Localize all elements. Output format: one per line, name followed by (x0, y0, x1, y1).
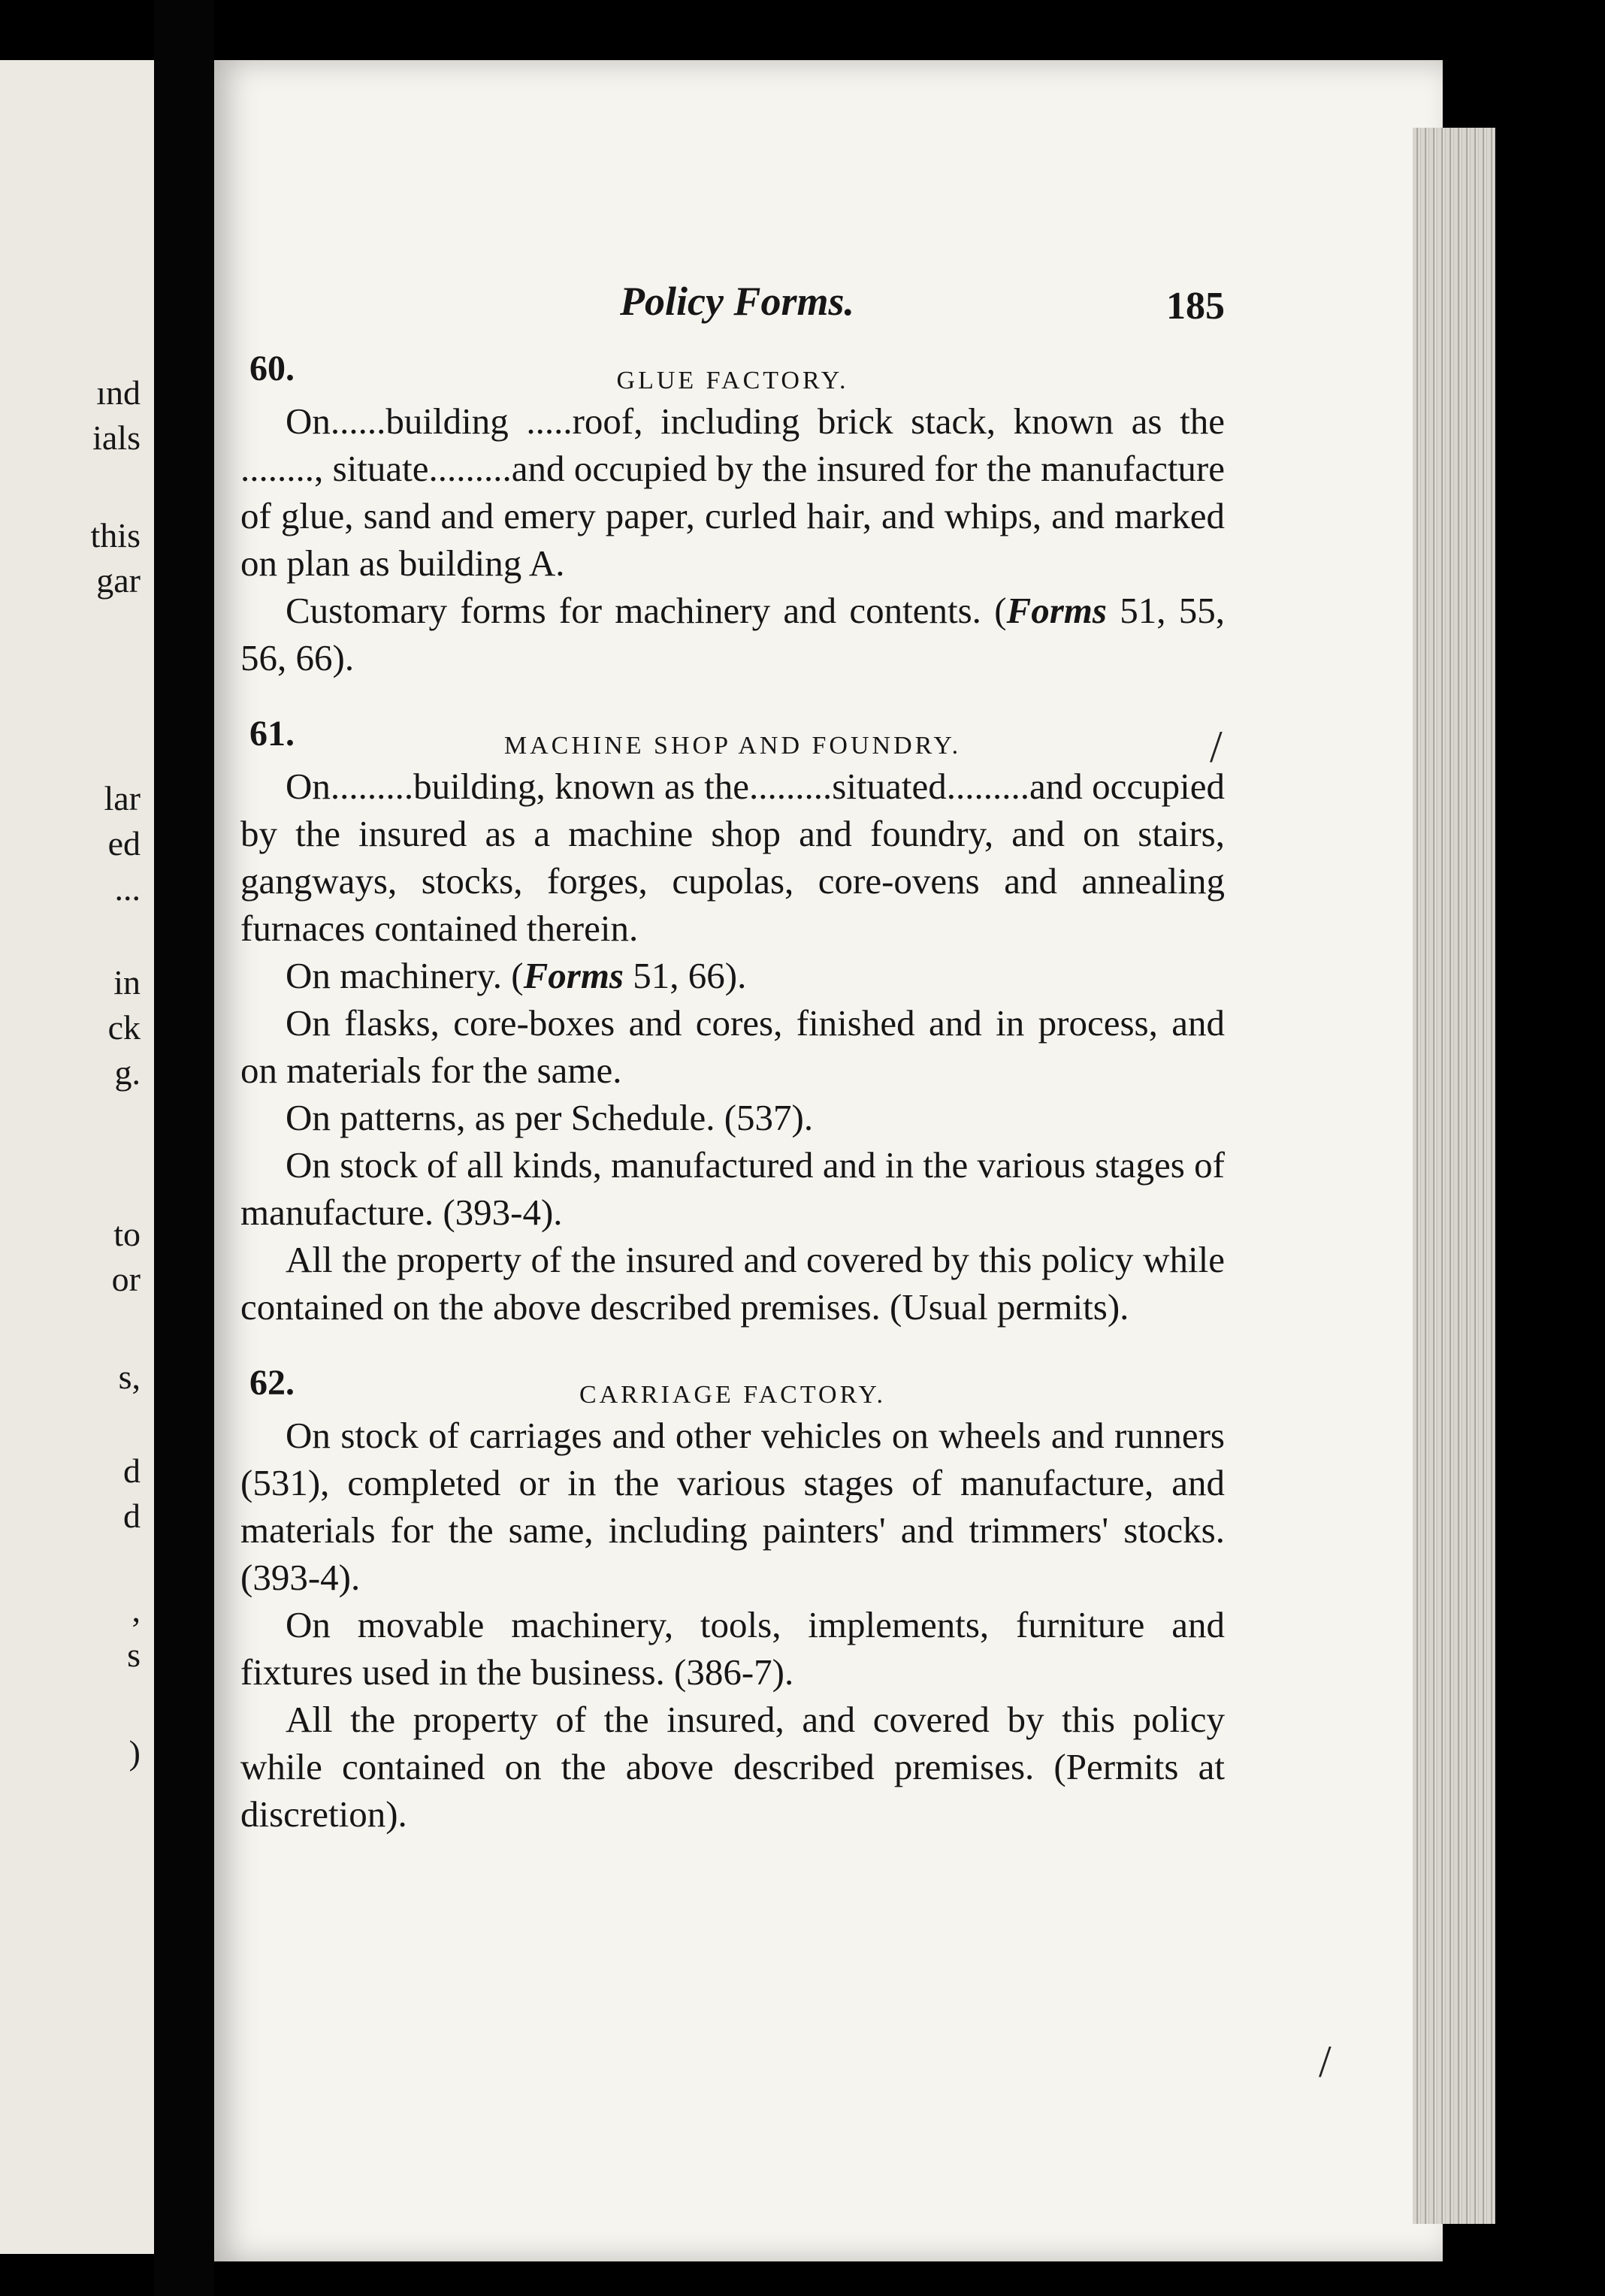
section-heading (240, 1359, 1225, 1412)
section-heading (240, 345, 1225, 397)
facing-page-fragment: s (127, 1636, 141, 1674)
paragraph: On stock of all kinds, manufactured and in the various stages of manufacture. (393-4). (240, 1144, 1225, 1233)
facing-page-fragment: d (123, 1452, 141, 1490)
section-heading (240, 710, 1225, 763)
facing-page-fragment: ) (128, 1733, 141, 1772)
facing-page-fragment: ials (92, 418, 141, 457)
facing-page-fragment: or (111, 1260, 141, 1298)
facing-page-fragment: ed (107, 824, 141, 863)
page-header (240, 278, 1225, 342)
paragraph: On......building .....roof, including brick stack, known as the ........, situate.........and occupied by the insured for the manufacture of glue, sand and emery paper, curled hair, and whips, and marked on plan as building A. (240, 400, 1225, 584)
paragraph: All the property of the insured and covered by this policy while contained on the above described premises. (Usual permits). (240, 1239, 1225, 1328)
facing-page-fragment: gar (96, 561, 141, 600)
paragraph: On patterns, as per Schedule. (537). (286, 1097, 814, 1138)
paragraph: On movable machinery, tools, implements, furniture and fixtures used in the business. (386-7). (240, 1604, 1225, 1693)
facing-page-fragment: lar (104, 779, 141, 817)
paragraph: On.........building, known as the.........situated.........and occupied by the insured as a machine shop and foundry, and on stairs, gangways, stocks, forges, cupolas, core-ovens and annealing furnaces contained therein. (240, 766, 1225, 949)
facing-page-fragment: to (113, 1215, 141, 1253)
facing-page-fragment: ınd (96, 373, 141, 412)
paragraph: On flasks, core-boxes and cores, finished and in process, and on materials for the same. (240, 1002, 1225, 1091)
facing-page-fragment: g. (114, 1053, 141, 1092)
paragraph: On stock of carriages and other vehicles on wheels and runners (531), completed or in the various stages of manufacture, and materials for the same, including painters' and trimmers' stocks. (393-4). (240, 1415, 1225, 1598)
italic-forms-ref: Forms (523, 955, 624, 996)
facing-page-fragment: this (90, 516, 141, 554)
pencil-mark: / (1319, 2037, 1331, 2086)
facing-page-fragment: d (123, 1497, 141, 1535)
running-title: Policy Forms. (620, 279, 854, 324)
section-title: MACHINE SHOP AND FOUNDRY. (503, 732, 962, 760)
paragraph: All the property of the insured, and covered by this policy while contained on the above described premises. (Permits at discretion). (240, 1699, 1225, 1835)
page-number: 185 (1166, 285, 1225, 328)
facing-page-fragment: , (131, 1591, 141, 1629)
book-gutter (154, 0, 214, 2296)
page-text (240, 278, 1225, 1838)
section-number: 62. (249, 1363, 295, 1403)
paragraph: On machinery. (Forms 51, 66). (286, 955, 747, 996)
italic-forms-ref: Forms (1006, 590, 1107, 631)
facing-page-fragment: in (113, 963, 141, 1001)
facing-page-left (0, 60, 154, 2254)
facing-page-fragment: ck (107, 1008, 141, 1047)
facing-page-fragment: s, (118, 1358, 141, 1396)
paragraph: Customary forms for machinery and contents. (Forms 51, 55, 56, 66). (240, 590, 1225, 678)
section-number: 60. (249, 349, 295, 388)
section-title: GLUE FACTORY. (616, 367, 849, 394)
page-edges (1413, 128, 1495, 2224)
pencil-mark: / (1210, 722, 1223, 772)
section-title: CARRIAGE FACTORY. (579, 1381, 887, 1409)
section-number: 61. (249, 714, 295, 754)
facing-page-fragment: ... (114, 869, 141, 908)
